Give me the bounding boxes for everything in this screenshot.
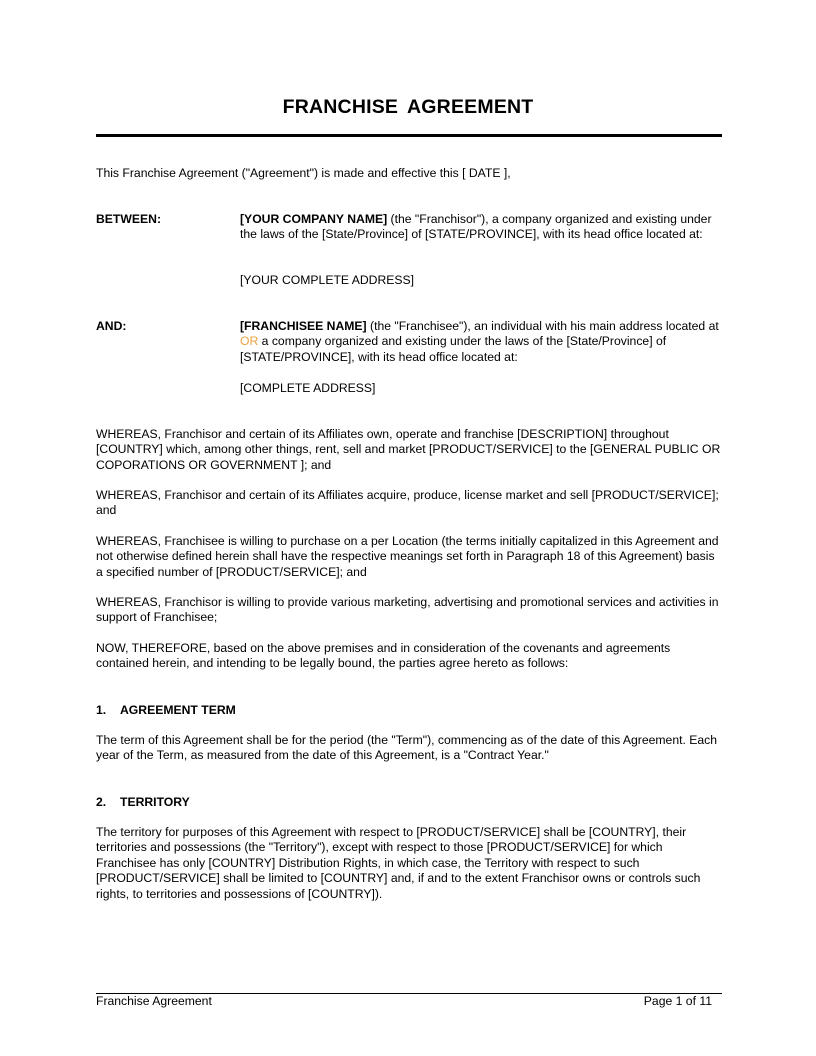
between-label: BETWEEN:: [96, 212, 161, 226]
section-2-body: The territory for purposes of this Agreement with respect to [PRODUCT/SERVICE] shall be [COUNTRY], their territories and possessions (the "Territory"), except with respect to those [PRODUCT/SERVICE] for which Franchisee has only [COUNTRY] Distribution Rights, in which case, the Territory with respect to such [PRODUCT/SERVICE] shall be limited to [COUNTRY] and, if and to the extent Franchisor owns or controls such rights, to territories and possessions of [COUNTRY]).: [96, 825, 701, 901]
section-2-heading: [96, 795, 190, 809]
recital-1: WHEREAS, Franchisor and certain of its Affiliates own, operate and franchise [DESCRIPTION] throughout [COUNTRY] which, among other things, rent, sell and market [PRODUCT/SERVICE] to the [GENERAL PUBLIC OR COPORATIONS OR GOVERNMENT ]; and: [96, 427, 721, 472]
section-2-number: 2.: [96, 795, 107, 809]
section-1-number: 1.: [96, 703, 107, 717]
section-1-body: The term of this Agreement shall be for the period (the "Term"), commencing as of the date of this Agreement. Each year of the Term, as measured from the date of this Agreement, is a "Contract Year.": [96, 733, 718, 763]
franchisor-description: (the "Franchisor"), a company organized and existing under the laws of the [State/Province] of [STATE/PROVINCE], with its head office located at:: [240, 212, 712, 242]
franchisee-name: [FRANCHISEE NAME]: [240, 319, 367, 333]
section-1-heading: [96, 703, 236, 717]
and-label: AND:: [96, 319, 127, 333]
intro-paragraph: This Franchise Agreement ("Agreement") is made and effective this [ DATE ],: [96, 166, 511, 180]
recital-2: WHEREAS, Franchisor and certain of its Affiliates acquire, produce, license market and sell [PRODUCT/SERVICE]; and: [96, 488, 719, 518]
franchisee-party: [240, 319, 722, 365]
recital-3: WHEREAS, Franchisee is willing to purchase on a per Location (the terms initially capitalized in this Agreement and not otherwise defined herein shall have the respective meanings set forth in Paragraph 18 of this Agreement) basis a specified number of [PRODUCT/SERVICE]; and: [96, 534, 719, 579]
franchisor-party: [240, 212, 722, 243]
franchisee-description-1: (the "Franchisee"), an individual with his main address located at: [366, 319, 719, 333]
franchisee-address: [COMPLETE ADDRESS]: [240, 381, 376, 395]
title-rule: [96, 134, 722, 137]
franchisor-address: [YOUR COMPLETE ADDRESS]: [240, 273, 415, 287]
footer-document-name: Franchise Agreement: [96, 994, 212, 1008]
section-2-title: TERRITORY: [120, 795, 190, 809]
franchisee-description-2: a company organized and existing under the laws of the [State/Province] of [STATE/PROVINCE], with its head office located at:: [240, 334, 667, 364]
or-highlight: OR: [240, 334, 259, 349]
document-title: FRANCHISE AGREEMENT: [282, 96, 534, 118]
section-1-title: AGREEMENT TERM: [120, 703, 236, 717]
page-number: Page 1 of 11: [643, 994, 712, 1008]
recital-5: NOW, THEREFORE, based on the above premises and in consideration of the covenants and agreements contained herein, and intending to be legally bound, the parties agree hereto as follows:: [96, 641, 671, 671]
franchisor-name: [YOUR COMPANY NAME]: [240, 212, 388, 226]
recital-4: WHEREAS, Franchisor is willing to provide various marketing, advertising and promotional services and activities in support of Franchisee;: [96, 595, 719, 625]
